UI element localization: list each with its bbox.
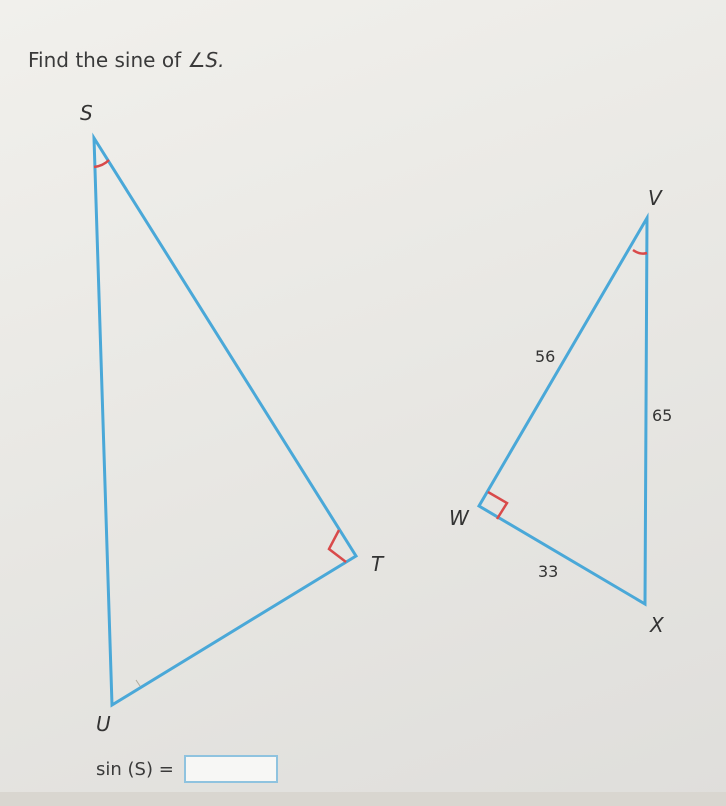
side-label-wx: 33: [538, 562, 559, 581]
right-angle-mark-w: [488, 492, 507, 519]
answer-input[interactable]: [184, 755, 278, 783]
answer-row: [96, 755, 278, 783]
angle-arc-v: [633, 250, 647, 254]
vertex-label-v: V: [648, 186, 662, 210]
triangle-vwx: [479, 218, 647, 604]
side-label-vw: 56: [535, 347, 556, 366]
vertex-label-t: T: [371, 552, 384, 576]
answer-label: sin (S) =: [96, 758, 174, 780]
triangle-stu: [94, 138, 356, 705]
vertex-label-x: X: [650, 613, 664, 637]
vertex-label-w: W: [449, 506, 469, 530]
side-label-vx: 65: [652, 406, 673, 425]
angle-tick-u: [136, 680, 140, 686]
prompt-text: Find the sine of: [28, 48, 188, 72]
prompt-angle: ∠S.: [187, 48, 225, 72]
bottom-edge: [0, 792, 726, 806]
vertex-label-s: S: [80, 101, 93, 125]
vertex-label-u: U: [96, 712, 111, 736]
